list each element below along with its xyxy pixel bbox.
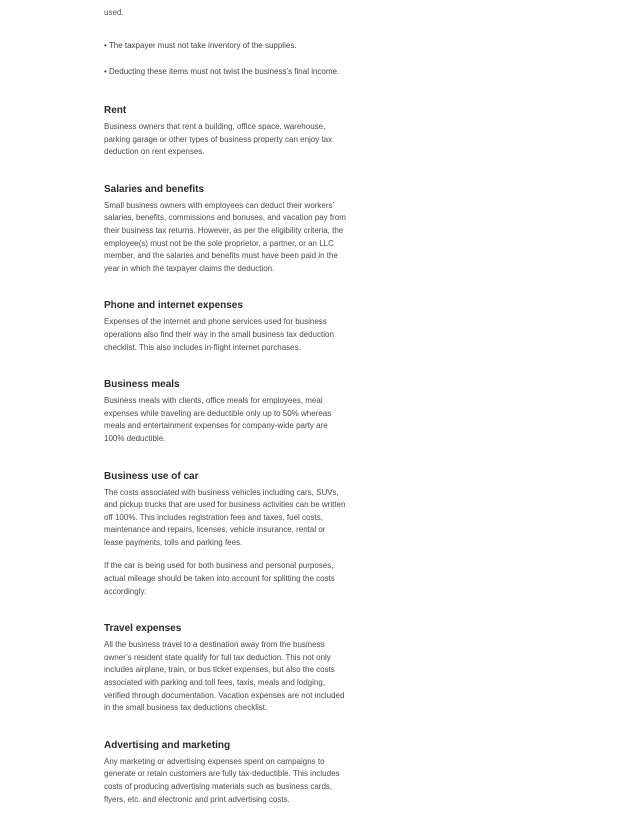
section-paragraph-salaries: Small business owners with employees can deduct their workers’ salaries, benefits, commissions and bonuses, and vacation pay from their business tax returns. However, as per the eligibility criteria, the employee(s) must not be the sole proprietor, a partner, or an LLC member, and the salaries and benefits must have been paid in the year in which the taxpayer claims the deduction.: [104, 200, 346, 273]
article-body: [104, 8, 346, 806]
section-title-business-meals: Business meals: [104, 379, 180, 391]
previous-text-fragment: used.: [104, 8, 124, 16]
section-paragraph-advertising: Any marketing or advertising expenses spent on campaigns to generate or retain customers are fully tax-deductible. This includes costs of producing advertising materials such as business cards, flyers, etc. and electronic and print advertising costs.: [104, 756, 340, 804]
section-title-phone-internet: Phone and internet expenses: [104, 300, 243, 312]
section-title-advertising: Advertising and marketing: [104, 739, 231, 751]
section-paragraph-car-use-2: If the car is being used for both business and personal purposes, actual mileage should be taken into account for splitting the costs accordingly.: [104, 561, 335, 596]
section-title-car-use: Business use of car: [104, 470, 199, 482]
section-paragraph-car-use-1: The costs associated with business vehicles including cars, SUVs, and pickup trucks that are used for business activities can be written off 100%. This includes registration fees and taxes, fuel costs, maintenance and repairs, licenses, vehicle insurance, rental or lease payments, tolls and parking fees.: [104, 487, 346, 547]
section-paragraph-business-meals: Business meals with clients, office meals for employees, meal expenses while traveling are deductible only up to 50% whereas meals and entertainment expenses for company-wide party are 100% deductible.: [104, 396, 332, 443]
bullet-item-income: • Deducting these items must not twist the business’s final income.: [104, 66, 340, 76]
section-title-travel: Travel expenses: [104, 623, 182, 635]
section-title-rent: Rent: [104, 105, 127, 116]
section-paragraph-phone-internet: Expenses of the internet and phone services used for business operations also find their way in the small business tax deduction checklist. This also includes in-flight internet purchases.: [104, 317, 334, 352]
section-title-salaries: Salaries and benefits: [104, 183, 205, 195]
section-paragraph-travel: All the business travel to a destination away from the business owner’s resident state qualify for full tax deduction. This not only includes airplane, train, or bus ticket expenses, but also the costs associated with parking and toll fees, taxis, meals and lodging, verified through documentation. Vacation expenses are not included in the small business tax deductions checklist.: [104, 640, 345, 713]
bullet-item-inventory: • The taxpayer must not take inventory of the supplies.: [104, 41, 297, 50]
section-paragraph-rent: Business owners that rent a building, office space, warehouse, parking garage or other types of business property can enjoy tax deduction on rent expenses.: [104, 122, 333, 157]
